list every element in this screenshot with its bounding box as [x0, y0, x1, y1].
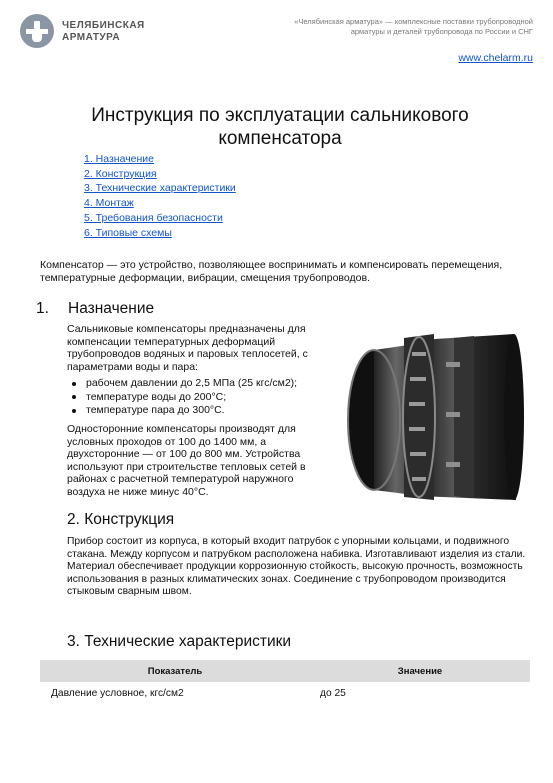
toc-link-safety[interactable]: 5. Требования безопасности: [84, 211, 223, 224]
table-header: [40, 660, 530, 682]
section-3-heading: 3. Технические характеристики: [67, 633, 292, 650]
table-row: [40, 682, 530, 704]
logo-text: [62, 20, 145, 44]
header-tagline: «Челябинская арматура» — комплексные поставки трубопроводной арматуры и деталей трубопровода по России и СНГ: [294, 17, 533, 36]
logo-line2: АРМАТУРА: [62, 32, 121, 43]
table-cell-parameter: Давление условное, кгс/см2: [51, 687, 184, 699]
toc-link-schemes[interactable]: 6. Типовые схемы: [84, 226, 172, 239]
intro-paragraph: Компенсатор — это устройство, позволяющее воспринимать и компенсировать перемещения, температурные деформации, вибрации, смещения трубопроводов.: [40, 259, 503, 284]
column-header-value: Значение: [397, 665, 443, 677]
bullet-item: рабочем давлении до 2,5 МПа (25 кгс/см2);: [67, 377, 337, 391]
section-1-heading: [36, 300, 154, 318]
toc-link-specs[interactable]: 3. Технические характеристики: [84, 182, 236, 195]
section-1-number: 1.: [36, 300, 49, 317]
compensator-photo: [334, 332, 526, 502]
section-1-paragraph-2: Односторонние компенсаторы производят для условных проходов от 100 до 1400 мм, а двухсторонние — от 100 до 800 мм. Устройства используют при строительстве тепловых сетей в районах с расчетной температурой наружного воздуха не ниже минус 40°С.: [67, 423, 306, 498]
logo-line1: ЧЕЛЯБИНСКАЯ: [62, 20, 145, 31]
toc-link-purpose[interactable]: 1. Назначение: [84, 153, 155, 165]
table-of-contents: [84, 152, 236, 240]
page-title: Инструкция по эксплуатации сальникового компенсатора: [91, 105, 469, 149]
toc-link-construction[interactable]: 2. Конструкция: [84, 167, 157, 180]
bullet-item: температуре воды до 200°С;: [67, 391, 337, 405]
site-link[interactable]: www.chelarm.ru: [458, 52, 533, 64]
section-1-bullets: [67, 377, 337, 418]
section-2-paragraph: Прибор состоит из корпуса, в который входит патрубок с упорными кольцами, и подвижного стакана. Между корпусом и патрубком расположена набивка. Изготавливают изделия из стали. Материал обеспечивает продукции коррозионную стойкость, высокую прочность, возможность использования в разных климатических зонах. Соединение с трубопроводом производится стыковым сварным швом.: [67, 536, 526, 597]
toc-link-installation[interactable]: 4. Монтаж: [84, 197, 134, 210]
column-header-parameter: Показатель: [147, 665, 203, 677]
logo-icon: [20, 14, 54, 48]
section-2-heading: 2. Конструкция: [67, 511, 175, 528]
section-1-paragraph-1: Сальниковые компенсаторы предназначены для компенсации температурных деформаций трубопроводов водяных и паровых теплосетей, с параметрами воды и пара:: [67, 323, 308, 373]
specs-table: [40, 660, 530, 704]
table-cell-value: до 25: [320, 687, 346, 699]
section-1-title: Назначение: [68, 300, 155, 317]
bullet-item: температуре пара до 300°С.: [67, 404, 337, 418]
